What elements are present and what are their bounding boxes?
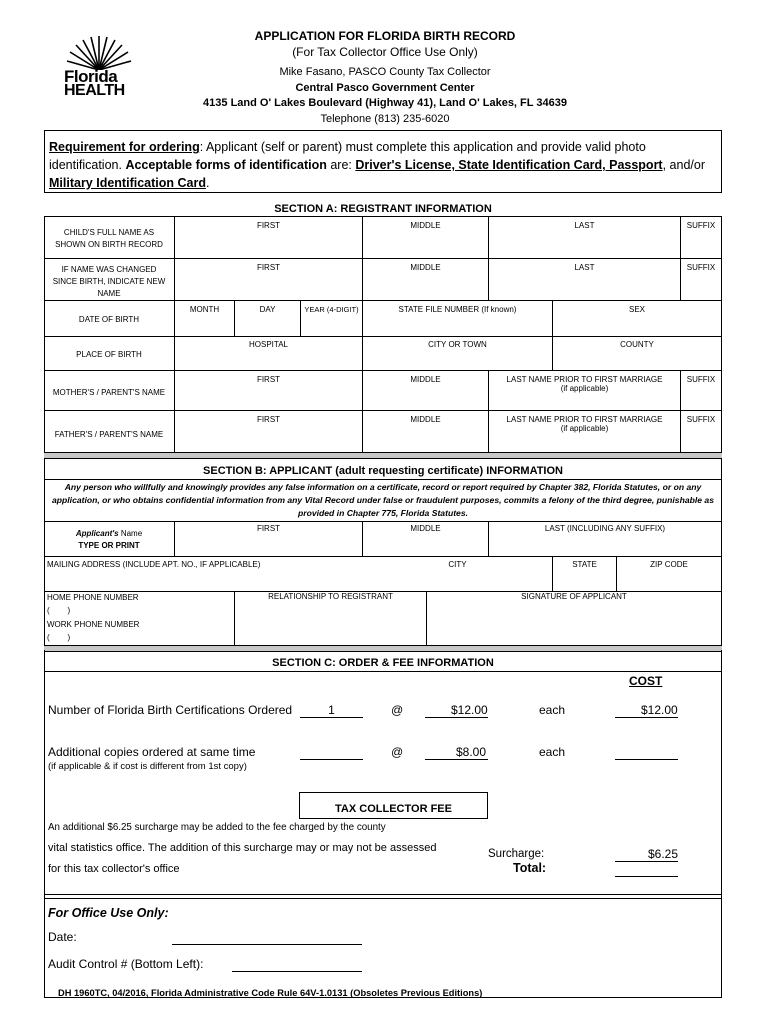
child-first-label: FIRST [256, 221, 281, 230]
applicant-middle-field[interactable] [363, 522, 488, 556]
place-of-birth-label: PLACE OF BIRTH [76, 350, 142, 359]
mothers-name-label: MOTHER'S / PARENT'S NAME [52, 388, 166, 397]
line2-cost-field[interactable] [615, 745, 678, 759]
additional-copies-note: (if applicable & if cost is different from 1st copy) [48, 761, 247, 772]
form-title: APPLICATION FOR FLORIDA BIRTH RECORD [254, 29, 516, 43]
work-phone-area: ( ) [47, 633, 71, 642]
form-footer: DH 1960TC, 04/2016, Florida Administrative Code Rule 64V-1.0131 (Obsoletes Previous Editions) [58, 988, 483, 998]
father-last-label: LAST NAME PRIOR TO FIRST MARRIAGE [506, 415, 663, 424]
child-last-field[interactable] [489, 217, 680, 258]
mother-suffix-label: SUFFIX [686, 375, 716, 384]
applicant-name-label [50, 529, 168, 538]
applicant-last-field[interactable] [489, 522, 721, 556]
form-subtitle: (For Tax Collector Office Use Only) [292, 45, 478, 59]
county-label: COUNTY [620, 340, 654, 349]
surcharge-text-2: vital statistics office. The addition of this surcharge may or may not be assessed [48, 842, 437, 854]
new-first-label: FIRST [256, 263, 281, 272]
state-file-number-label: STATE FILE NUMBER (If known) [398, 305, 517, 314]
requirement-forms: Acceptable forms of identification [125, 158, 327, 172]
false-info-warning: Any person who willfully and knowingly provides any false information on a certificate, record or report required by Chapter 382, Florida Statutes, or on any application, or who obtains confidential information from any Vital Record under false or fraudulent purposes, commits a felony of the third degree, punishable as provided in Chapter 775, Florida Statutes. [52, 482, 714, 518]
requirement-text-2: are: [326, 158, 356, 172]
applicant-city-field[interactable] [363, 557, 552, 591]
birth-year-label: YEAR (4-DIGIT) [304, 305, 359, 314]
new-suffix-field[interactable] [681, 259, 721, 300]
home-phone-label: HOME PHONE NUMBER [47, 593, 139, 602]
date-of-birth-label: DATE OF BIRTH [78, 315, 140, 324]
relationship-field[interactable] [235, 592, 426, 645]
mother-first-field[interactable] [175, 371, 362, 410]
birth-year-field[interactable] [301, 301, 362, 336]
unit-price-2: $8.00 [456, 745, 487, 759]
applicant-name-text: Name [118, 529, 143, 538]
father-first-field[interactable] [175, 411, 362, 452]
child-first-field[interactable] [175, 217, 362, 258]
additional-copies-label: Additional copies ordered at same time [48, 745, 256, 759]
mother-last-note: (if applicable) [560, 384, 609, 393]
father-last-field[interactable] [489, 411, 680, 452]
logo-health: HEALTH [64, 82, 125, 99]
hospital-label: HOSPITAL [249, 340, 288, 349]
work-phone-label: WORK PHONE NUMBER [47, 620, 140, 629]
office-use-title: For Office Use Only: [48, 906, 169, 920]
child-middle-label: MIDDLE [410, 221, 441, 230]
childs-name-label: CHILD'S FULL NAME AS SHOWN ON BIRTH RECORD [55, 228, 163, 249]
child-suffix-field[interactable] [681, 217, 721, 258]
requirement-military: Military Identification Card [49, 176, 206, 190]
new-last-label: LAST [574, 263, 595, 272]
phone-numbers-field[interactable] [45, 592, 234, 645]
section-b-title: SECTION B: APPLICANT (adult requesting certificate) INFORMATION [203, 465, 563, 477]
applicant-last-label: LAST (INCLUDING ANY SUFFIX) [544, 524, 666, 533]
tax-collector: Mike Fasano, PASCO County Tax Collector [279, 66, 491, 78]
signature-field[interactable] [427, 592, 721, 645]
father-suffix-field[interactable] [681, 411, 721, 452]
audit-control-label: Audit Control # (Bottom Left): [48, 957, 204, 971]
section-a-title: SECTION A: REGISTRANT INFORMATION [274, 203, 492, 215]
section-c-title: SECTION C: ORDER & FEE INFORMATION [272, 657, 494, 669]
quantity-ordered-field[interactable]: 1 [328, 703, 335, 717]
certifications-ordered-label: Number of Florida Birth Certifications Ordered [48, 703, 293, 717]
requirement-lead: Requirement for ordering [49, 140, 200, 154]
office-date-field[interactable] [172, 930, 362, 944]
new-middle-field[interactable] [363, 259, 488, 300]
mother-last-label: LAST NAME PRIOR TO FIRST MARRIAGE [506, 375, 663, 384]
mailing-address-label: MAILING ADDRESS (INCLUDE APT. NO., IF APPLICABLE) [47, 560, 261, 569]
child-middle-field[interactable] [363, 217, 488, 258]
tax-collector-fee-title: TAX COLLECTOR FEE [335, 803, 452, 815]
mother-middle-label: MIDDLE [410, 375, 441, 384]
office-phone: Telephone (813) 235-6020 [320, 113, 450, 125]
applicant-state-field[interactable] [553, 557, 616, 591]
new-middle-label: MIDDLE [410, 263, 441, 272]
additional-quantity-field[interactable] [300, 745, 363, 759]
sex-label: SEX [628, 305, 645, 314]
relationship-label: RELATIONSHIP TO REGISTRANT [268, 592, 393, 601]
mother-middle-field[interactable] [363, 371, 488, 410]
zip-code-label: ZIP CODE [650, 560, 688, 569]
father-middle-label: MIDDLE [410, 415, 441, 424]
new-last-field[interactable] [489, 259, 680, 300]
hospital-field[interactable] [175, 337, 362, 370]
each-label-1: each [539, 703, 566, 717]
zip-code-field[interactable] [617, 557, 721, 591]
line1-cost-field[interactable]: $12.00 [641, 703, 678, 717]
city-town-field[interactable] [363, 337, 552, 370]
applicant-middle-label: MIDDLE [410, 524, 441, 533]
office-date-label: Date: [48, 930, 77, 944]
mother-last-field[interactable] [489, 371, 680, 410]
birth-day-label: DAY [259, 305, 276, 314]
type-or-print-label: TYPE OR PRINT [78, 541, 140, 550]
at-symbol-1: @ [391, 703, 404, 717]
requirement-ids: Driver's License, State Identification Card, Passport [355, 158, 663, 172]
tax-collector-fee-box [299, 792, 488, 819]
cost-header: COST [629, 674, 663, 688]
surcharge-value: $6.25 [648, 847, 679, 861]
applicant-city-label: CITY [448, 560, 467, 569]
home-phone-area: ( ) [47, 606, 71, 615]
birth-day-field[interactable] [235, 301, 300, 336]
father-last-note: (if applicable) [560, 424, 609, 433]
audit-control-field[interactable] [232, 957, 362, 971]
government-center: Central Pasco Government Center [295, 82, 475, 94]
at-symbol-2: @ [391, 745, 404, 759]
fathers-name-label: FATHER'S / PARENT'S NAME [54, 430, 164, 439]
county-field[interactable] [553, 337, 721, 370]
mother-suffix-field[interactable] [681, 371, 721, 410]
father-middle-field[interactable] [363, 411, 488, 452]
requirement-text: : Applicant (self or parent) must complete this application and provide valid photo identification. [49, 140, 646, 172]
mother-first-label: FIRST [256, 375, 281, 384]
total-label: Total: [513, 861, 547, 875]
signature-label: SIGNATURE OF APPLICANT [521, 592, 627, 601]
mailing-address-field[interactable] [45, 557, 362, 591]
applicant-bold: Applicant's [75, 529, 119, 538]
office-address: 4135 Land O' Lakes Boulevard (Highway 41), Land O' Lakes, FL 34639 [203, 97, 567, 109]
child-last-label: LAST [574, 221, 595, 230]
city-town-label: CITY OR TOWN [428, 340, 487, 349]
new-suffix-label: SUFFIX [686, 263, 716, 272]
unit-price-1: $12.00 [451, 703, 488, 717]
birth-month-field[interactable] [175, 301, 234, 336]
father-first-label: FIRST [256, 415, 281, 424]
surcharge-text-1: An additional $6.25 surcharge may be added to the fee charged by the county [48, 822, 386, 833]
birth-month-label: MONTH [189, 305, 220, 314]
sex-field[interactable] [553, 301, 721, 336]
requirement-box [44, 130, 722, 193]
applicant-state-label: STATE [572, 560, 597, 569]
applicant-first-field[interactable] [175, 522, 362, 556]
requirement-text-3: , and/or [662, 158, 705, 172]
each-label-2: each [539, 745, 566, 759]
father-suffix-label: SUFFIX [686, 415, 716, 424]
new-first-field[interactable] [175, 259, 362, 300]
requirement-text-4: . [205, 176, 210, 190]
child-suffix-label: SUFFIX [686, 221, 716, 230]
applicant-first-label: FIRST [256, 524, 281, 533]
logo-florida: Florida [64, 67, 118, 86]
surcharge-label: Surcharge: [488, 848, 545, 860]
name-changed-label: IF NAME WAS CHANGED SINCE BIRTH, INDICATE NEW NAME [52, 265, 166, 298]
state-file-number-field[interactable] [363, 301, 552, 336]
total-field[interactable] [615, 862, 678, 876]
surcharge-text-3: for this tax collector's office [48, 863, 180, 875]
